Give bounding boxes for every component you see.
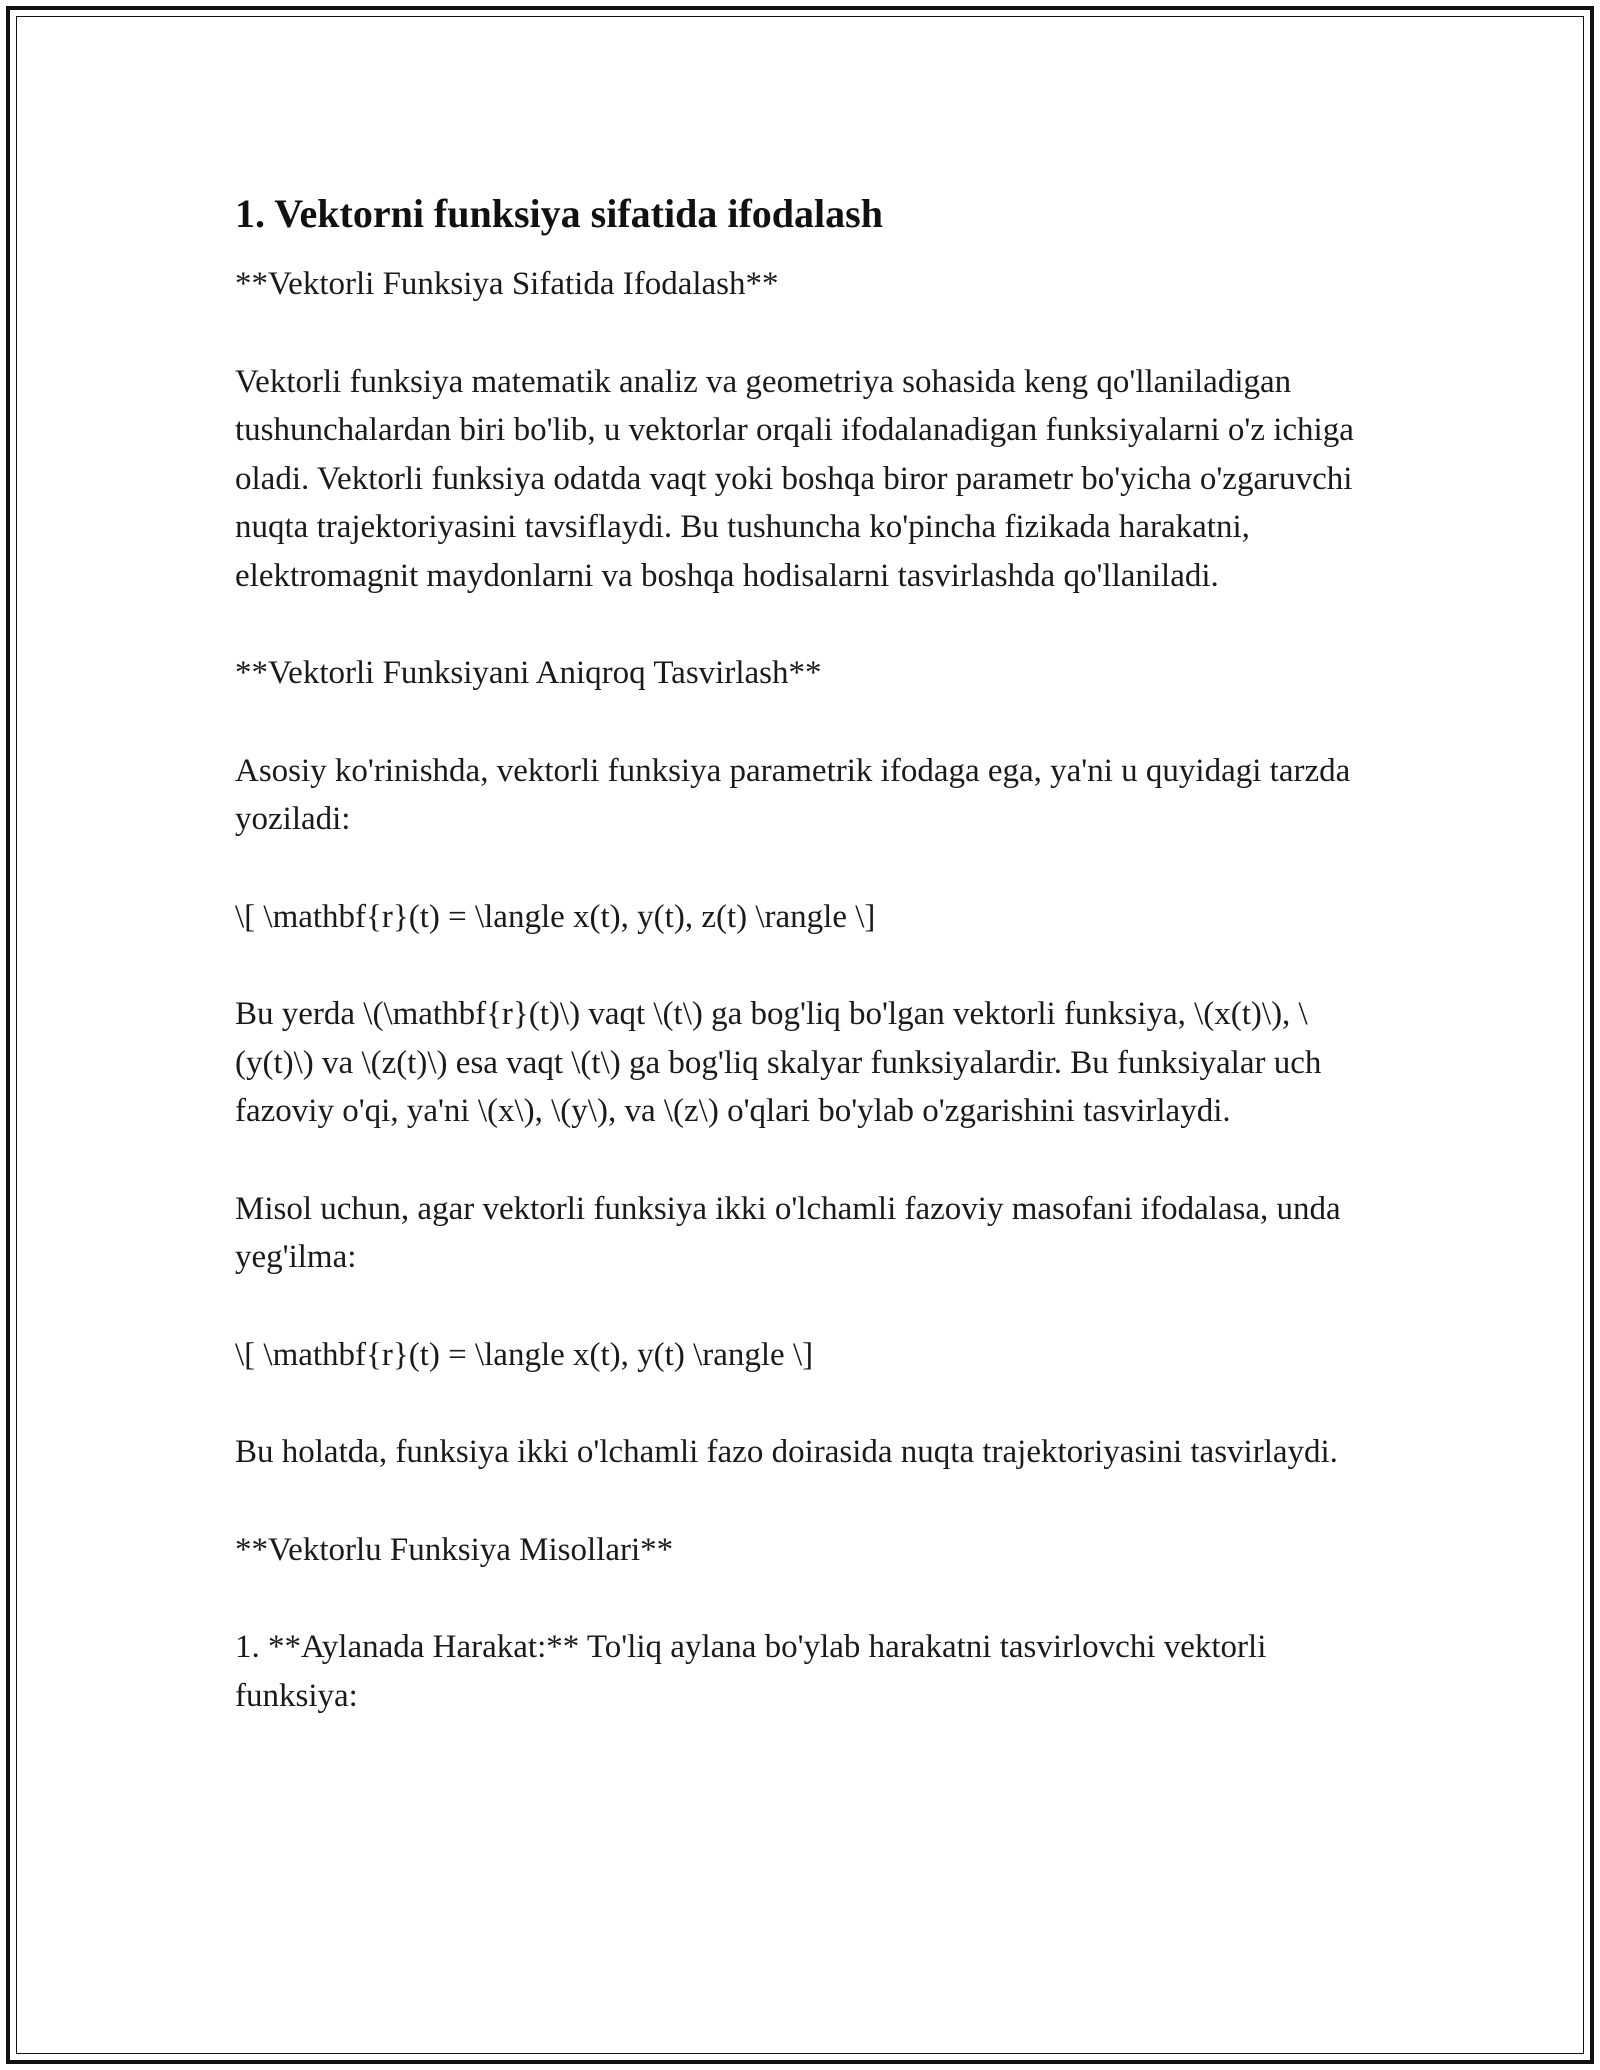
intro-paragraph: Vektorli funksiya matematik analiz va geometriya sohasida keng qo'llaniladigan tushunchalardan biri bo'lib, u vektorlar orqali ifodalanadigan funksiyalarni o'z ichiga oladi. Vektorli funksiya odatda vaqt yoki boshqa biror parametr bo'yicha o'zgaruvchi nuqta trajektoriyasini tavsiflaydi. Bu tushuncha ko'pincha fizikada harakatni, elektromagnit maydonlarni va boshqa hodisalarni tasvirlashda qo'llaniladi. [235, 363, 1354, 594]
subheading-misollar: **Vektorlu Funksiya Misollari** [235, 1531, 674, 1568]
subheading-aniqroq-tasvirlash: **Vektorli Funksiyani Aniqroq Tasvirlash** [235, 655, 822, 691]
document-body [235, 190, 1385, 1720]
example-2d-intro-paragraph: Misol uchun, agar vektorli funksiya ikki o'lchamli fazoviy masofani ifodalasa, unda yeg'ilma: [235, 1190, 1341, 1275]
example-2d-explanation: Bu holatda, funksiya ikki o'lchamli fazo doirasida nuqta trajektoriyasini tasvirlaydi. [235, 1434, 1338, 1470]
explanation-paragraph: Bu yerda \(\mathbf{r}(t)\) vaqt \(t\) ga bog'liq bo'lgan vektorli funksiya, \(x(t)\), \(y(t)\) va \(z(t)\) esa vaqt \(t\) ga bog'liq skalyar funksiyalardir. Bu funksiyalar uch fazoviy o'qi, ya'ni \(x\), \(y\), va \(z\) o'qlari bo'ylab o'zgarishini tasvirlaydi. [235, 996, 1322, 1129]
formula-2d: \[ \mathbf{r}(t) = \langle x(t), y(t) \rangle \] [235, 1336, 814, 1373]
parametric-intro-paragraph: Asosiy ko'rinishda, vektorli funksiya parametrik ifodaga ega, ya'ni u quyidagi tarzda yoziladi: [235, 752, 1351, 837]
subheading-vektorli-funksiya: **Vektorli Funksiya Sifatida Ifodalash** [235, 266, 779, 302]
example-list-item-1: 1. **Aylanada Harakat:** To'liq aylana bo'ylab harakatni tasvirlovchi vektorli funksiya: [235, 1629, 1267, 1714]
formula-3d: \[ \mathbf{r}(t) = \langle x(t), y(t), z(t) \rangle \] [235, 898, 876, 935]
section-heading: 1. Vektorni funksiya sifatida ifodalash [235, 191, 883, 236]
